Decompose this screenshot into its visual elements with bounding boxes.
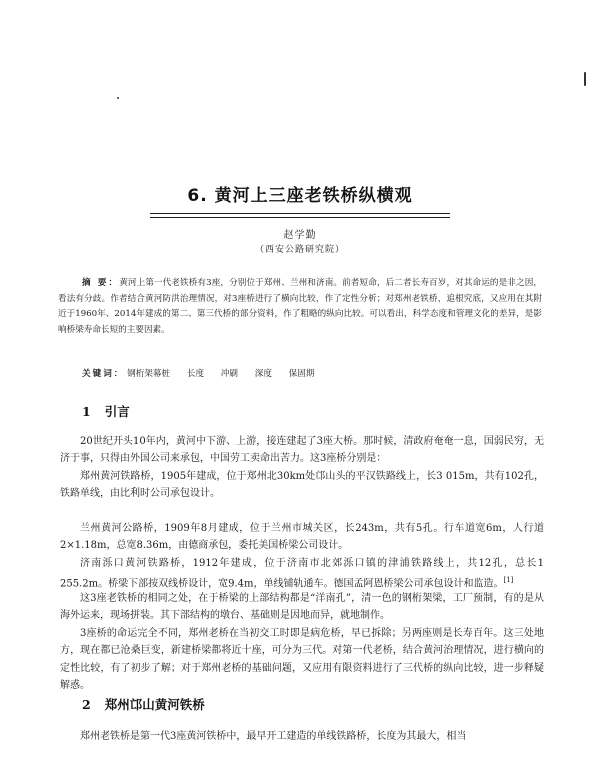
paragraph: 这3座老铁桥的相同之处，在于桥梁的上部结构都是“洋南孔”，清一色的钢桁架梁，工厂预制，有的是从海外运来，现场拼装。其下部结构的墩台、基础则是因地而异，就地制作。 <box>60 593 544 622</box>
section-number: 1 <box>82 404 91 419</box>
paragraph: 兰州黄河公路桥，1909年8月建成，位于兰州市城关区，长243m，共有5孔。行车道宽6m，人行道2×1.18m，总宽8.36m，由德商承包，委托美国桥梁公司设计。 <box>60 523 544 552</box>
abstract-text: 黄河上第一代老铁桥有3座，分别位于郑州、兰州和济南。前者短命，后二者长寿百岁，对其命运的是非之因，看法有分歧。作者结合黄河防洪治理情况，对3座桥进行了横向比较，作了定性分析；对郑州老铁桥，追根究底，又应用在其附近于1960年、2014年建成的第二、第三代桥的部分资料，作了粗略的纵向比较。可以看出，科学态度和管理文化的差异，是影响桥梁寿命长短的主要因素。 <box>58 278 542 335</box>
keyword: 冲刷 <box>220 369 238 379</box>
author-name: 赵学勤 <box>283 230 317 241</box>
citation-mark: [1] <box>503 576 514 585</box>
keywords-label: 关键词： <box>82 369 125 379</box>
title-rule <box>150 213 450 214</box>
author-affiliation: （西安公路研究院） <box>254 245 345 255</box>
paragraph: 3座桥的命运完全不同，郑州老桥在当初交工时即是病危桥，早已拆除；另两座则是长寿百年。这三处地方，现在都已沧桑巨变，新建桥梁都将近十座，可分为三代。对第一代老桥，结合黄河治理情况，进行横向的定性比较，有了初步了解；对于郑州老桥的基础问题，又应用有限资料进行了三代桥的纵向比较，进一步释疑解惑。 <box>60 628 544 692</box>
paragraph: 郑州黄河铁路桥，1905年建成，位于郑州北30km处邙山头的平汉铁路线上，长3 015m，共有102孔，铁路单线，由比利时公司承包设计。 <box>60 471 544 500</box>
paragraph-text: 济南泺口黄河铁路桥，1912年建成，位于济南市北郊泺口镇的津浦铁路线上，共12孔，总长1 255.2m。桥梁下部按双线桥设计，宽9.4m，单线铺轨通车。德国孟阿恩桥梁公司承包设计和监造。 <box>60 558 544 590</box>
section-heading-zhengzhou-bridge <box>82 695 205 713</box>
section-title: 引言 <box>104 404 130 419</box>
scan-speck <box>584 72 586 86</box>
keyword: 长度 <box>186 369 205 379</box>
section-heading-introduction <box>82 402 130 420</box>
abstract-label: 摘 要： <box>82 278 120 288</box>
keyword: 钢桁架幕桩 <box>127 369 171 379</box>
paragraph: 郑州老铁桥是第一代3座黄河铁桥中，最早开工建造的单线铁路桥，长度为其最大，相当 <box>80 731 467 742</box>
abstract <box>58 276 542 338</box>
paragraph: 20世纪开头10年内，黄河中下游、上游，接连建起了3座大桥。那时候，清政府奄奄一息，国弱民穷，无济于事，只得由外国公司来承包，中国劳工卖命出苦力。这3座桥分别是： <box>60 436 544 465</box>
keywords <box>58 367 542 382</box>
keyword: 深度 <box>254 369 272 379</box>
keyword: 保固期 <box>288 369 315 379</box>
section-number: 2 <box>82 697 91 712</box>
section-title: 郑州邙山黄河铁桥 <box>104 697 205 712</box>
scan-speck <box>117 97 119 99</box>
paragraph <box>60 555 544 593</box>
title-rule-thin <box>150 217 450 218</box>
article-title: 6. 黄河上三座老铁桥纵横观 <box>187 186 413 206</box>
